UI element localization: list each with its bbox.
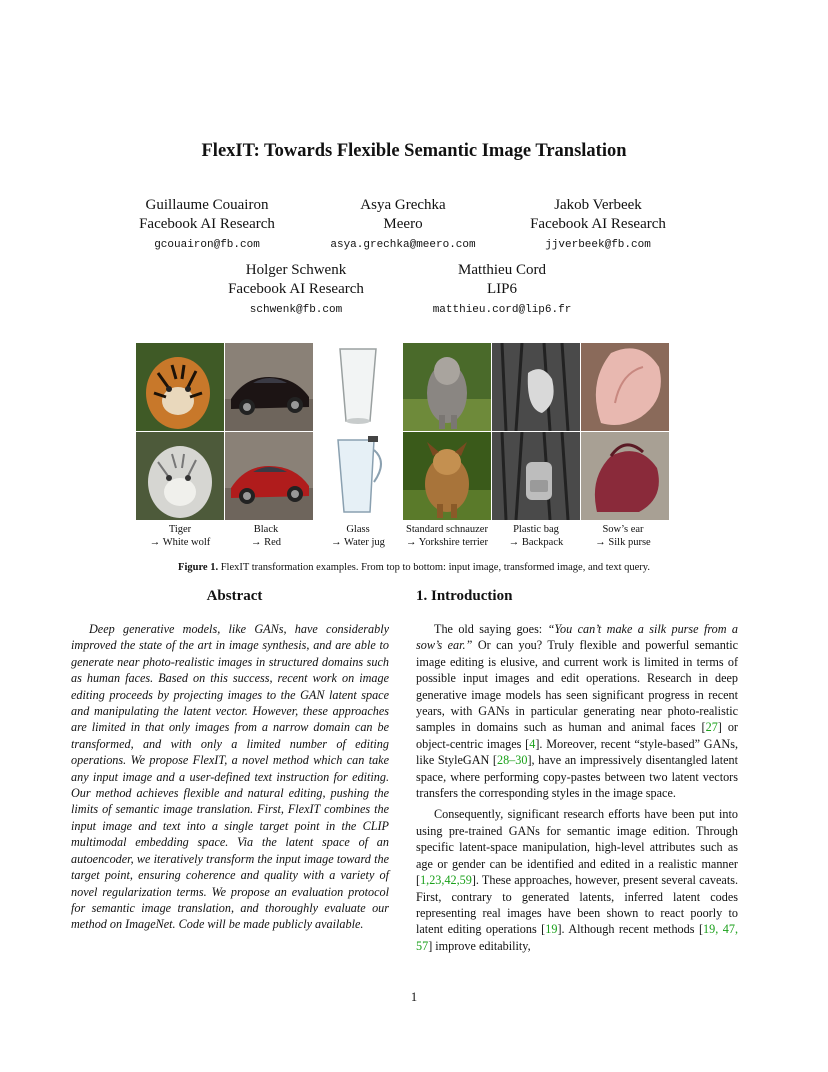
plastic-bag-image bbox=[492, 343, 580, 431]
author-email: asya.grechka@meero.com bbox=[330, 239, 476, 251]
citation-link[interactable]: 27 bbox=[705, 720, 718, 735]
water-jug-image bbox=[314, 432, 402, 520]
glass-image bbox=[314, 343, 402, 431]
label-source: Tiger bbox=[168, 524, 192, 535]
citation-link[interactable]: 4 bbox=[529, 736, 536, 751]
author-name: Guillaume Couairon bbox=[145, 197, 269, 213]
label-source: Glass bbox=[346, 524, 370, 535]
schnauzer-image bbox=[403, 343, 491, 431]
citation-link[interactable]: 19 bbox=[545, 922, 558, 937]
abstract-heading: Abstract bbox=[206, 588, 263, 604]
red-car-image bbox=[225, 432, 313, 520]
figure-caption-text: FlexIT transformation examples. From top to bottom: input image, transformed image, and text query. bbox=[220, 562, 650, 573]
tiger-image bbox=[136, 343, 224, 431]
figure-caption-label: Figure 1. bbox=[178, 562, 219, 573]
backpack-image bbox=[492, 432, 580, 520]
abstract-paragraph: Deep generative models, like GANs, have considerably improved the state of the art in image synthesis, and are able to generate near photo-realistic images in structured domains such as human faces. Based on this success, recent work on image editing proceeds by projecting images to the GAN latent space and manipulating the latent vector. However, these approaches are limited in that only images from a narrow domain can be transformed, and with only a limited number of editing operations. We propose FlexIT, a novel method which can take any input image and a user-defined text instruction for editing. Our method achieves flexible and natural editing, pushing the limits of semantic image translation. First, FlexIT combines the input image and text into a single target point in the CLIP multimodal embedding space. Via the latent space of an autoencoder, we iteratively transform the input image toward the target point, ensuring coherence and quality with a variety of novel regularization terms. We propose an evaluation protocol for semantic image translation, and thoroughly evaluate our method on ImageNet. Code will be made publicly available. bbox=[71, 622, 389, 932]
introduction-heading: 1. Introduction bbox=[416, 588, 513, 604]
citation-link[interactable]: 1,23,42,59 bbox=[420, 873, 472, 888]
author-affiliation: Meero bbox=[383, 216, 423, 232]
citation-link[interactable]: 19, 47, 57 bbox=[416, 922, 738, 953]
citation-link[interactable]: 28–30 bbox=[496, 753, 528, 768]
author-name: Matthieu Cord bbox=[458, 262, 546, 278]
author-affiliation: Facebook AI Research bbox=[530, 216, 666, 232]
author-email: matthieu.cord@lip6.fr bbox=[432, 304, 572, 316]
label-source: Sow’s ear bbox=[602, 524, 644, 535]
label-target: → Water jug bbox=[331, 537, 385, 548]
author-email: schwenk@fb.com bbox=[249, 304, 343, 316]
paper-title: FlexIT: Towards Flexible Semantic Image Translation bbox=[201, 141, 627, 161]
author-block-2 bbox=[293, 196, 513, 253]
intro-paragraph-1: The old saying goes: “You can’t make a silk purse from a sow’s ear.” Or can you? Truly flexible and powerful semantic image editing is elusive, and current work is limited in terms of possible input images and edit operations. Research in deep generative image models has seen significant progress in recent years, with GANs in particular generating near photo-realistic samples in domains such as human and animal faces [27] or object-centric images [4]. Moreover, recent “style-based” GANs, like StyleGAN [28–30], have an impressively disentangled latent space, where performing copy-pastes between two latent vectors transfers the corresponding styles in the image space. bbox=[416, 622, 738, 801]
author-name: Holger Schwenk bbox=[245, 262, 347, 278]
white-wolf-image bbox=[136, 432, 224, 520]
intro-paragraph-2: Consequently, significant research efforts have been put into using pre-trained GANs for semantic image edition. Through specific latent-space manipulation, high-level attributes such as age or gender can be identified and edited in a realistic manner [1,23,42,59]. These approaches, however, present several caveats. First, contrary to generated latents, inferred latent codes representing real images have been shown to react poorly to latent editing operations [19]. Although recent methods [19, 47, 57] improve editability, bbox=[416, 807, 738, 953]
introduction-body bbox=[416, 621, 738, 954]
abstract-body bbox=[71, 621, 389, 933]
yorkshire-terrier-image bbox=[403, 432, 491, 520]
sows-ear-image bbox=[581, 343, 669, 431]
quote: “You can’t make a silk purse from a sow’s ear.” bbox=[416, 622, 738, 653]
label-source: Plastic bag bbox=[513, 524, 559, 535]
figure-label-2 bbox=[214, 523, 318, 549]
author-block-5 bbox=[392, 261, 612, 318]
author-affiliation: Facebook AI Research bbox=[139, 216, 275, 232]
author-email: jjverbeek@fb.com bbox=[545, 239, 651, 251]
black-car-image bbox=[225, 343, 313, 431]
author-block-3 bbox=[488, 196, 708, 253]
silk-purse-image bbox=[581, 432, 669, 520]
author-name: Asya Grechka bbox=[360, 197, 446, 213]
page-number: 1 bbox=[410, 990, 418, 1004]
label-target: → Red bbox=[250, 537, 282, 548]
author-block-4 bbox=[186, 261, 406, 318]
figure-image-grid bbox=[136, 343, 670, 519]
label-target: → White wolf bbox=[149, 537, 211, 548]
label-target: → Silk purse bbox=[595, 537, 651, 548]
figure-label-6 bbox=[571, 523, 675, 549]
author-block-1 bbox=[97, 196, 317, 253]
author-email: gcouairon@fb.com bbox=[154, 239, 260, 251]
author-affiliation: LIP6 bbox=[487, 281, 517, 297]
label-source: Standard schnauzer bbox=[406, 524, 488, 535]
author-affiliation: Facebook AI Research bbox=[228, 281, 364, 297]
label-source: Black bbox=[253, 524, 279, 535]
figure-caption bbox=[0, 562, 828, 573]
author-name: Jakob Verbeek bbox=[554, 197, 642, 213]
label-target: → Yorkshire terrier bbox=[406, 537, 488, 548]
label-target: → Backpack bbox=[508, 537, 564, 548]
